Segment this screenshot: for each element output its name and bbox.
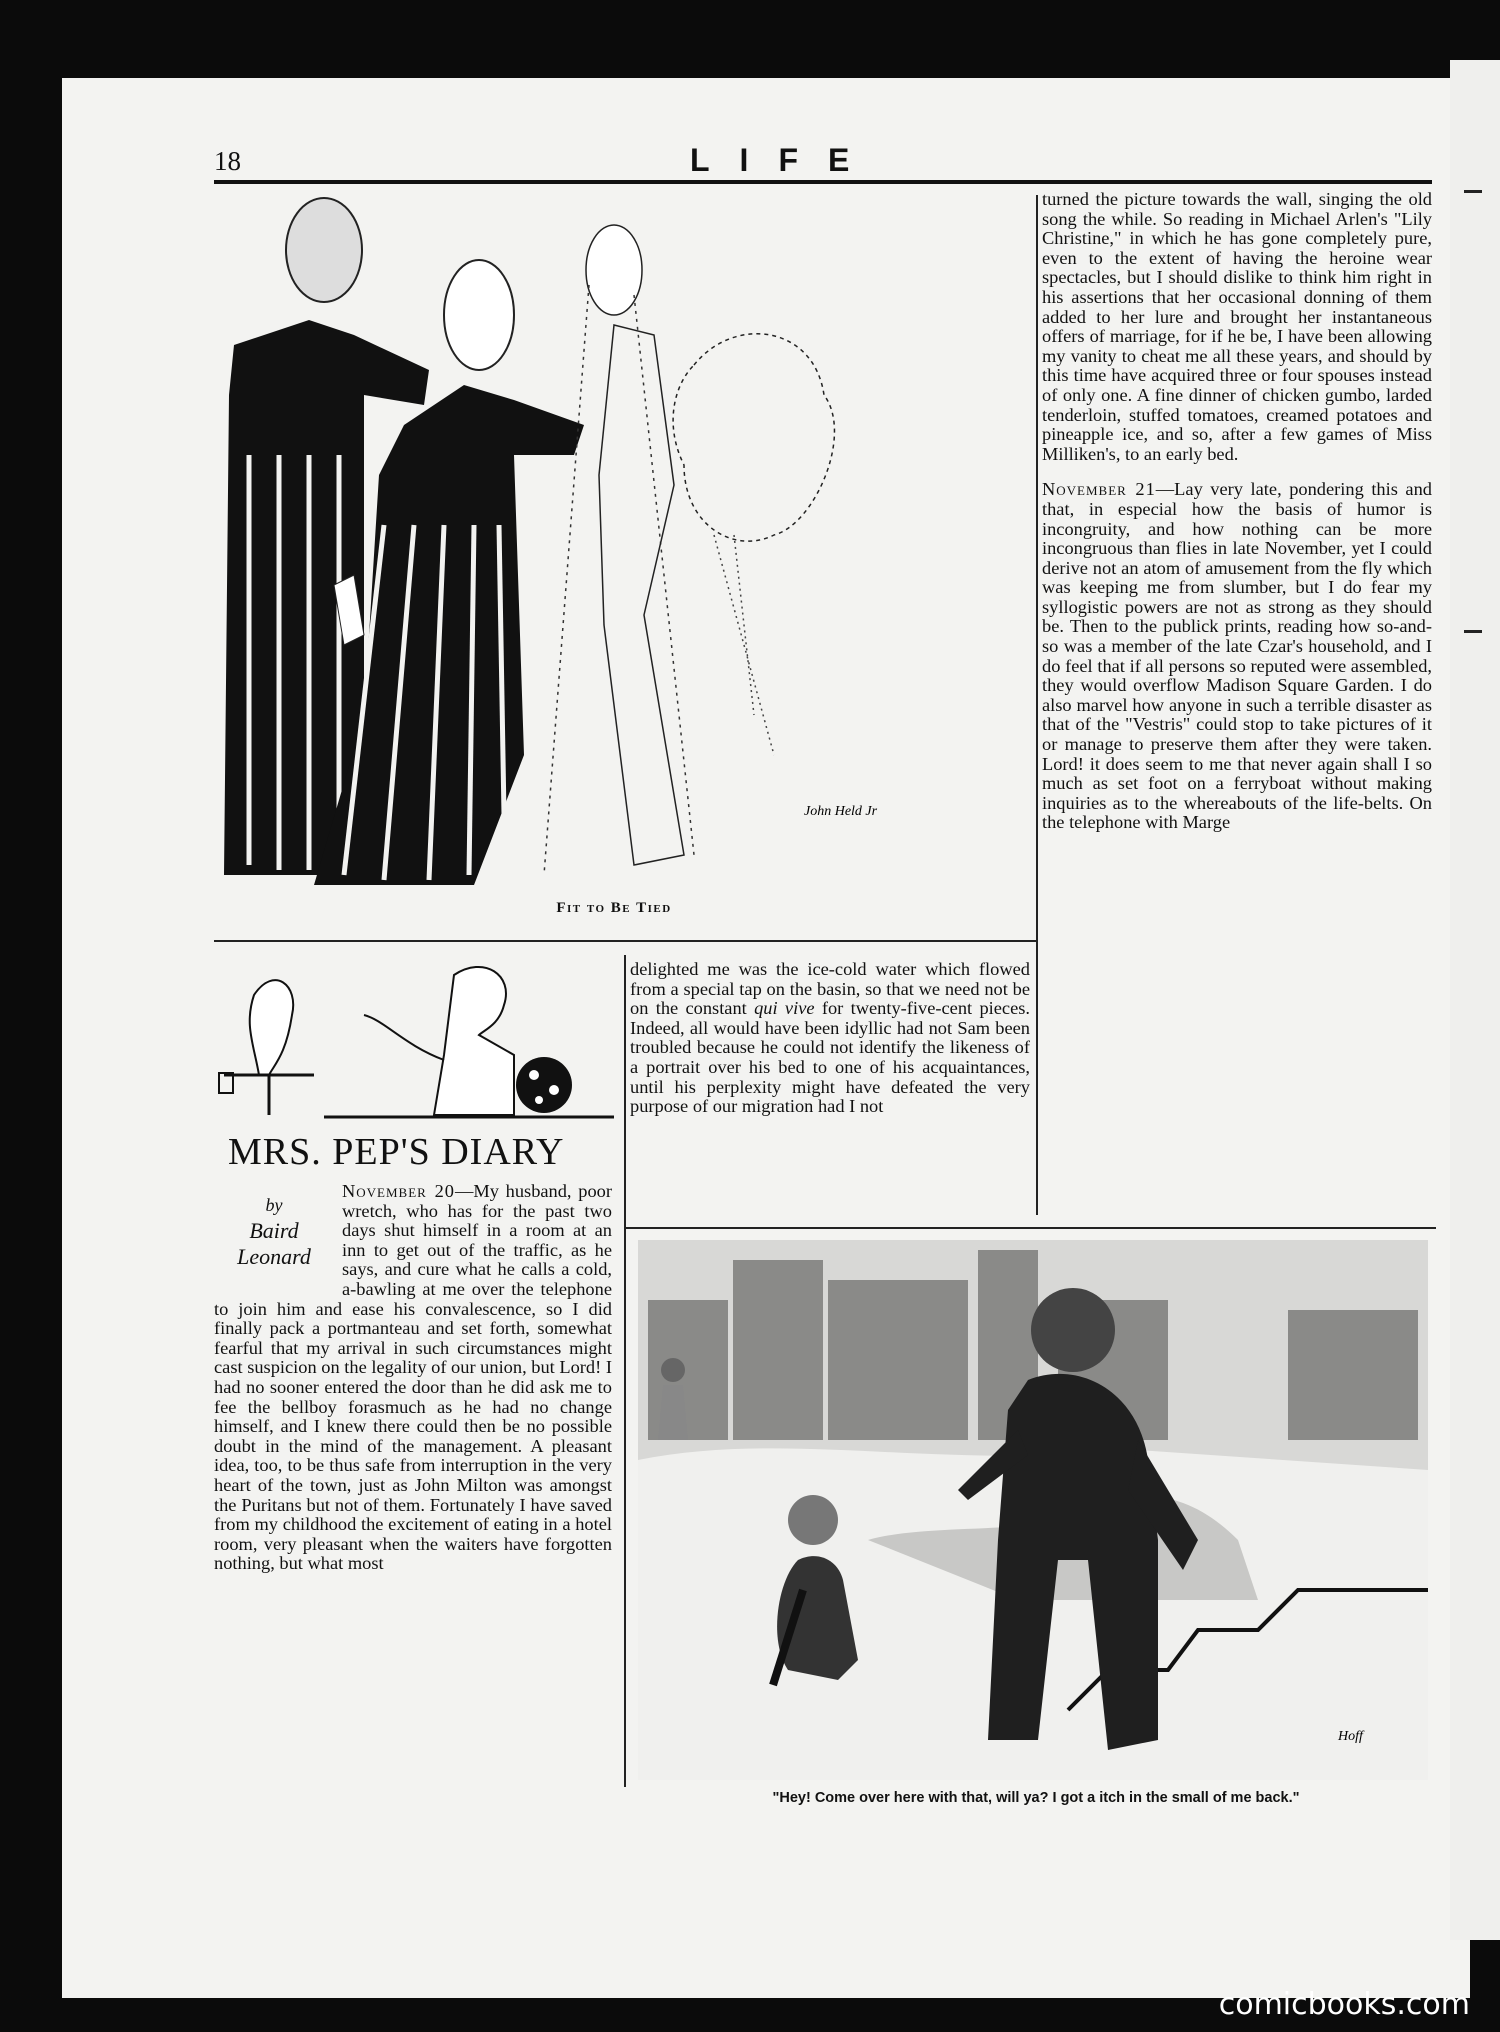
fit-to-be-tied-illustration: [214, 195, 1014, 885]
diary-column-2: [630, 960, 1030, 1133]
magazine-title: LIFE: [690, 142, 880, 178]
woman-at-table-icon: [324, 967, 614, 1117]
column-rule-bottom: [624, 1227, 626, 1787]
byline-by: by: [265, 1195, 283, 1215]
diary-col3-para2: —Lay very late, pondering this and that, in especial how the basis of humor is incongruity, and how nothing can be more incongruous than flies in late November, yet I could derive not an atom of amusement from the fly which was keeping me from slumber, but I do fear my syllogistic powers are not as strong as they should be. Then to the publick prints, reading how so-and-so was a member of the late Czar's household, and I do feel that if all persons so reputed were assembled, they would overflow Madison Square Garden. I do also marvel how anyone in such a terrible disaster as that of the "Vestris" could stop to take pictures of it or manage to preserve them after they were taken. Lord! it does seem to me that never again shall I so much as set foot on a ferryboat without making inquiries as to the whereabouts of the life-belts. On the telephone with Marge: [1042, 479, 1432, 833]
byline-spacer: [214, 1182, 342, 1294]
signature-icon: John Held Jr: [804, 804, 878, 819]
diary-title: MRS. PEP'S DIARY: [228, 1131, 565, 1173]
bottom-cartoon-caption: "Hey! Come over here with that, will ya? I got a itch in the small of me back.": [772, 1790, 1300, 1806]
site-watermark: comicbooks.com: [1218, 1987, 1470, 2022]
facing-page-edge: [1450, 60, 1500, 1940]
page-number: 18: [214, 146, 241, 176]
diary-col2-rest: for twenty-five-cent pieces. Indeed, all would have been idyllic had not Sam been troubled because he could not identify the likeness of a portrait over his bed to one of his acquaintances, until his perplexity might have defeated the very purpose of our migration had I not: [630, 998, 1031, 1117]
diary-col2-italic: qui vive: [754, 998, 815, 1019]
column-rule-middle: [624, 955, 626, 1227]
author-last-name: Leonard: [237, 1244, 311, 1269]
diary-col1-text: —My husband, poor wretch, who has for the past two days shut himself in a room at an inn to get out of the traffic, as he says, and cure what he calls a cold, a-bawling at me over the telephone to join him and ease his convalescence, so I did finally pack a portmanteau and set forth, somewhat fearful that my arrival in such circumstances might cast suspicion on the legality of our union, but Lord! I had no sooner entered the door than he did ask me to fee the bellboy forasmuch as he had no change himself, and I knew there could then be no possible doubt in the mind of the management. A pleasant idea, too, to be thus safe from interruption in the very heart of the town, just as John Milton was amongst the Puritans but not of them. Fortunately I have saved from my childhood the excitement of eating in a hotel room, very pleasant when the waiters have forgotten nothing, but what most: [214, 1181, 612, 1574]
workers-cartoon-illustration: [638, 1240, 1428, 1780]
diary-column-3: [1042, 190, 1432, 849]
cartoonist-signature-icon: Hoff: [1338, 1729, 1363, 1744]
column-rule-right: [1036, 195, 1038, 1215]
diary-date-nov21: November 21: [1042, 479, 1156, 500]
diary-column-1: [214, 1182, 612, 1590]
header-rule: [214, 180, 1432, 184]
diary-header-illustration: [214, 955, 614, 1120]
top-illustration-caption: Fit to Be Tied: [556, 900, 672, 916]
diary-col2-text: delighted me was the ice-cold water which flowed from a special tap on the basin, so that we need not be on the constant: [630, 959, 1030, 1019]
cartoon-top-rule: [624, 1227, 1436, 1229]
diary-date-nov20: November 20: [342, 1181, 455, 1201]
illustration-bottom-rule: [214, 940, 1036, 942]
parrot-icon: [219, 980, 314, 1115]
diary-col3-para1: turned the picture towards the wall, singing the old song the while. So reading in Michael Arlen's "Lily Christine," in which he has gone completely pure, even to the extent of having the heroine wear spectacles, but I should dislike to think him right in his assertions that her occasional donning of them added to her lure and brought her instantaneous offers of marriage, for if he be, I have been allowing my vanity to cheat me all these years, and should by this time have acquired three or four spouses instead of only one. A fine dinner of chicken gumbo, larded tenderloin, stuffed tomatoes, creamed potatoes and pineapple ice, and so, after a few games of Miss Milliken's, to an early bed.: [1042, 189, 1432, 464]
background-worker-figure: [658, 1358, 688, 1440]
author-first-name: Baird: [249, 1218, 299, 1243]
